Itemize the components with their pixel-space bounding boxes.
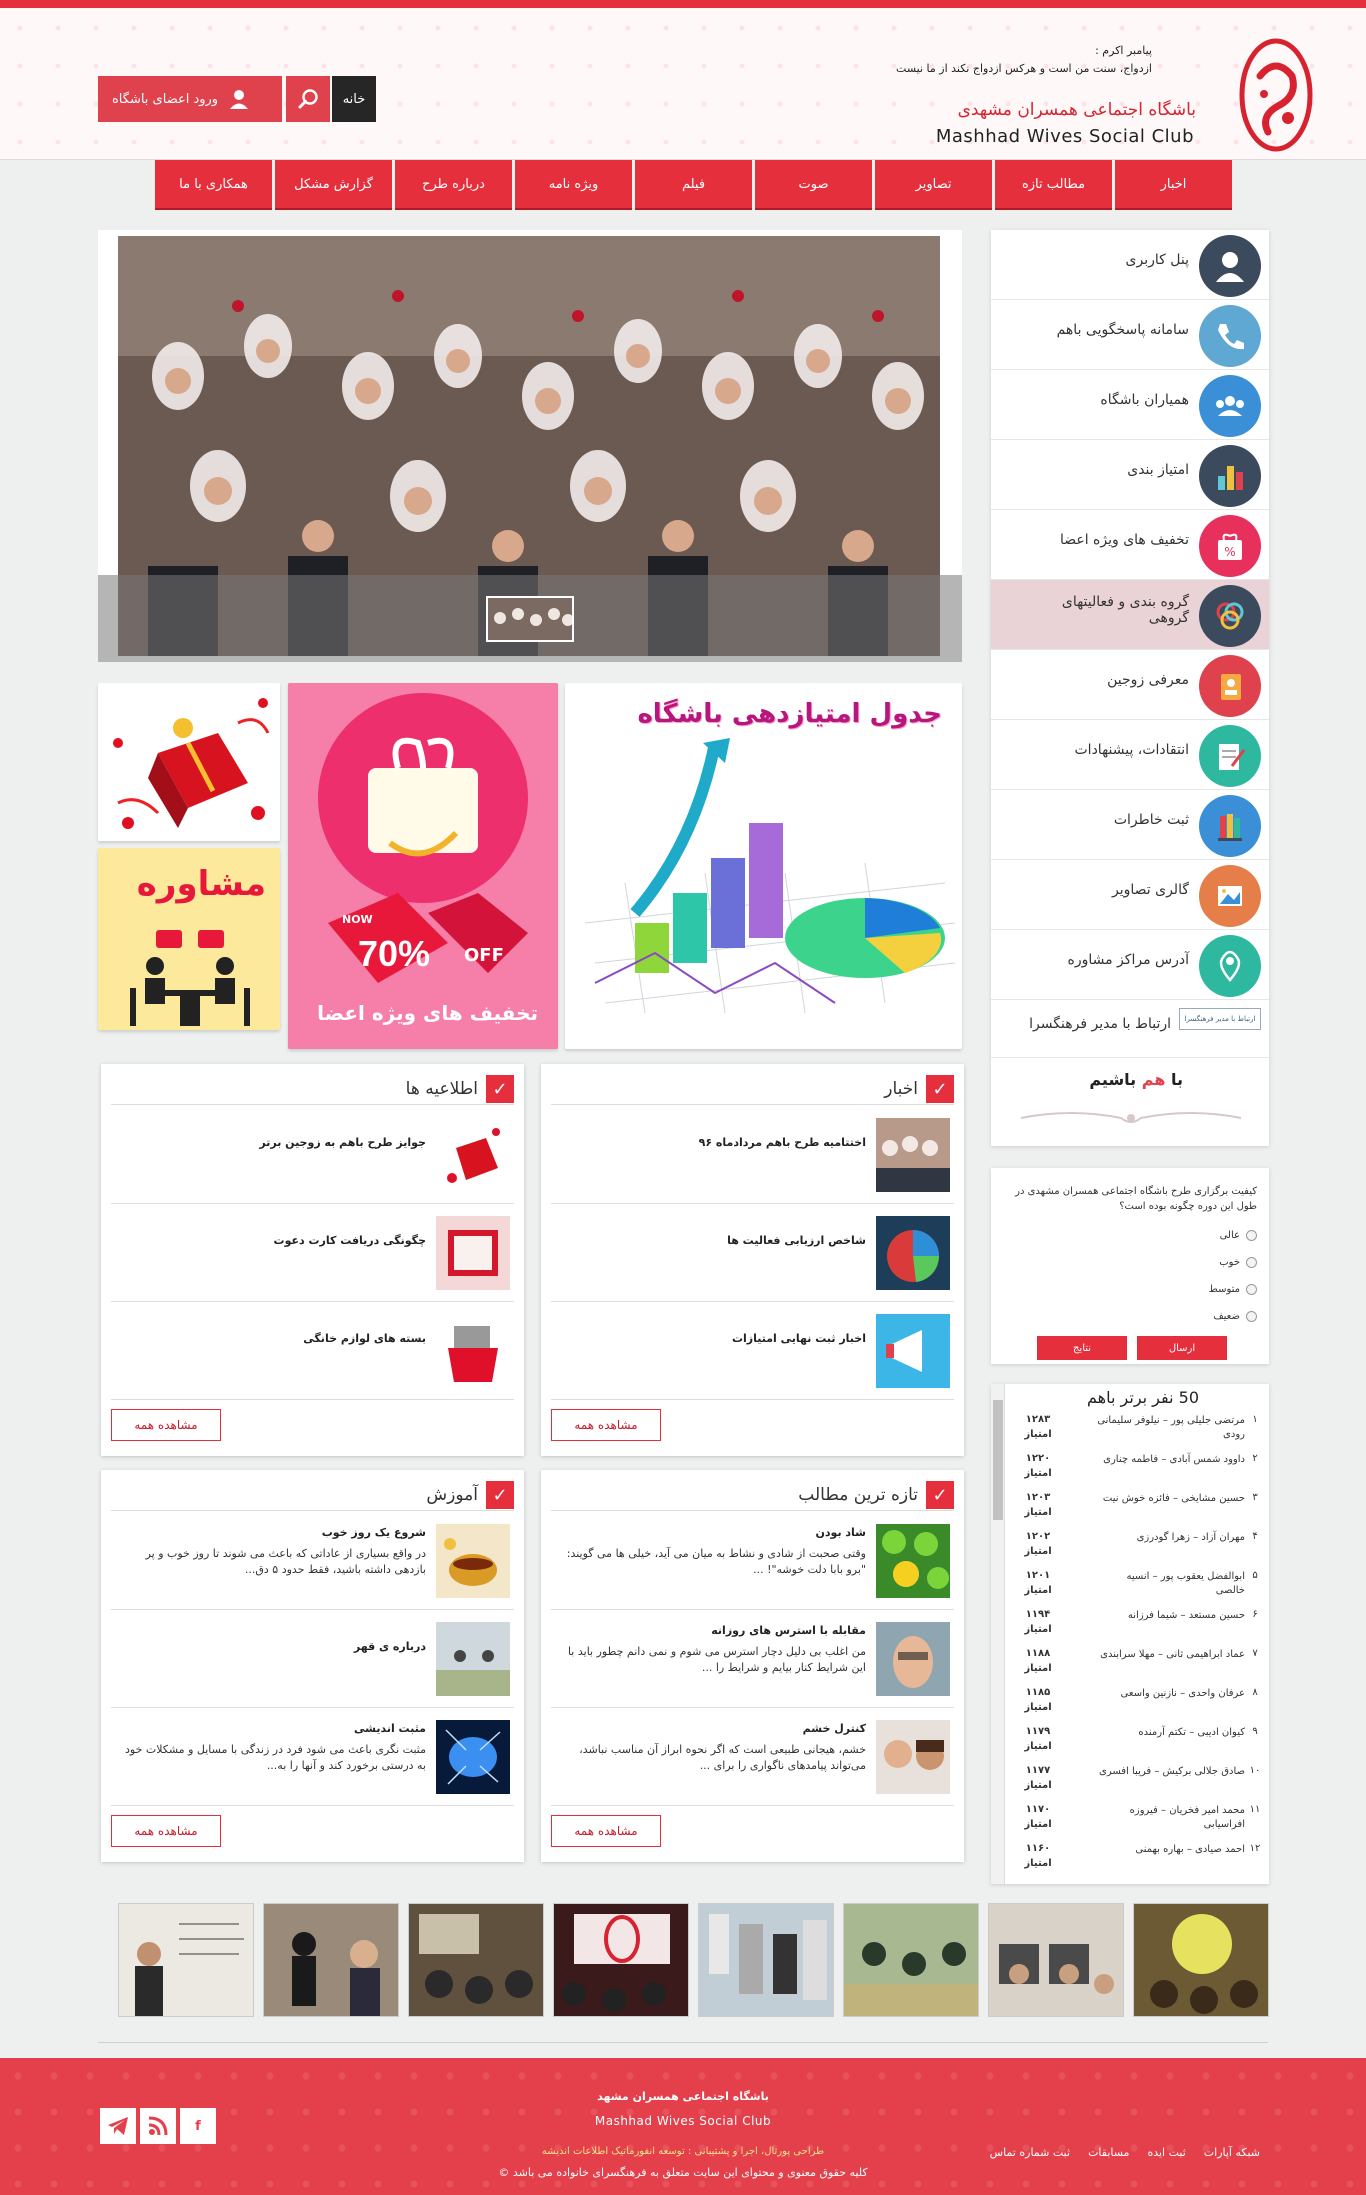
nav-video[interactable]: فیلم <box>635 160 752 210</box>
nav-audio[interactable]: صوت <box>755 160 872 210</box>
couple-name: کیوان ادیبی – تکتم آرمنده <box>1138 1727 1245 1738</box>
sidebar-item-label: گروه بندی و فعالیتهای گروهی <box>1061 594 1189 626</box>
group-rings-icon <box>1199 585 1261 647</box>
score-value: ۱۲۰۳ <box>1025 1492 1051 1503</box>
slogan-highlight: هم <box>1141 1070 1166 1089</box>
footer-link-contests[interactable]: مسابقات <box>1088 2146 1130 2159</box>
sidebar-item-support[interactable] <box>991 300 1269 370</box>
score <box>1015 1529 1061 1559</box>
table-row <box>1015 1408 1261 1446</box>
arguing-couple-thumbnail <box>876 1720 950 1794</box>
sidebar-item-scoring[interactable] <box>991 440 1269 510</box>
list-item[interactable] <box>111 1108 514 1204</box>
item-title: درباره ی قهر <box>353 1640 426 1653</box>
appliance-bag-thumbnail <box>436 1314 510 1388</box>
score-unit: امتیاز <box>1024 1819 1052 1830</box>
divider <box>551 1510 954 1511</box>
megaphone-thumbnail <box>876 1314 950 1388</box>
item-description: مثبت نگری باعث می شود فرد در زندگی با مسایل و مشکلات خود به درستی برخورد کند و آنها را به... <box>125 1743 426 1772</box>
item-title: اخبار ثبت نهایی امتیازات <box>731 1332 866 1345</box>
footer-link-phone[interactable]: ثبت شماره تماس <box>989 2146 1071 2159</box>
sidebar-item-label: گالری تصاویر <box>1111 882 1189 898</box>
rank: ۱۲ <box>1249 1843 1261 1854</box>
score <box>1015 1451 1061 1481</box>
couple-name: مهران آزاد – زهرا گودرزی <box>1136 1532 1245 1543</box>
gallery-photo-6[interactable] <box>408 1903 544 2017</box>
score-unit: امتیاز <box>1024 1429 1052 1440</box>
check-icon: ✓ <box>486 1481 514 1509</box>
education-title[interactable]: آموزش <box>426 1485 478 1505</box>
sidebar-item-label: همیاران باشگاه <box>1100 392 1189 408</box>
rank: ۸ <box>1252 1687 1258 1698</box>
poll-option-label: ضعیف <box>1213 1311 1240 1322</box>
list-item[interactable] <box>111 1710 514 1806</box>
score-unit: امتیاز <box>1024 1780 1052 1791</box>
slider-thumbnail[interactable] <box>486 596 574 642</box>
footer-link-aparat[interactable]: شبکه آپارات <box>1203 2146 1260 2159</box>
poll-option-label: عالی <box>1219 1230 1240 1241</box>
edit-note-icon <box>1199 725 1261 787</box>
radio-button[interactable] <box>1246 1311 1257 1322</box>
table-row <box>1015 1603 1261 1641</box>
login-button[interactable] <box>98 76 282 122</box>
group-icon <box>1199 375 1261 437</box>
item-title: جوایز طرح باهم به زوجین برتر <box>259 1136 426 1149</box>
radio-button[interactable] <box>1246 1230 1257 1241</box>
item-title: اختتامیه طرح باهم مردادماه ۹۶ <box>698 1136 866 1149</box>
map-pin-icon <box>1199 935 1261 997</box>
nav-special[interactable]: ویژه نامه <box>515 160 632 210</box>
gift-hearts-thumbnail <box>436 1118 510 1192</box>
invitation-card-thumbnail <box>436 1216 510 1290</box>
poll-question: کیفیت برگزاری طرح باشگاه اجتماعی همسران مشهدی در طول این دوره چگونه بوده است؟ <box>1015 1186 1257 1212</box>
rank: ۱ <box>1252 1414 1258 1425</box>
item-title: بسته های لوازم خانگی <box>303 1332 426 1345</box>
poll-submit-button[interactable]: ارسال <box>1137 1336 1227 1360</box>
score-unit: امتیاز <box>1024 1507 1052 1518</box>
score-unit: امتیاز <box>1024 1858 1052 1869</box>
sidebar-item-label: ثبت خاطرات <box>1113 812 1189 828</box>
news-title[interactable]: اخبار <box>884 1079 918 1099</box>
sidebar-item-label: امتیاز بندی <box>1127 462 1189 478</box>
table-row <box>1015 1564 1261 1602</box>
table-row <box>1015 1759 1261 1797</box>
list-item[interactable] <box>111 1304 514 1400</box>
latest-header <box>798 1480 954 1510</box>
couple-name: داوود شمس آبادی – فاطمه چناری <box>1103 1454 1245 1465</box>
poll-box <box>991 1168 1269 1364</box>
sidebar-item-groups[interactable] <box>991 580 1269 650</box>
table-row <box>1015 1837 1261 1875</box>
check-icon: ✓ <box>926 1075 954 1103</box>
score-unit: امتیاز <box>1024 1663 1052 1674</box>
sidebar-item-label: انتقادات، پیشنهادات <box>1074 742 1189 758</box>
site-footer <box>0 2058 1366 2195</box>
rank: ۴ <box>1252 1531 1258 1542</box>
banner-consult[interactable] <box>98 848 280 1030</box>
top50-title: 50 نفر برتر باهم <box>1087 1388 1199 1407</box>
poll-option[interactable] <box>1219 1257 1257 1268</box>
user-icon <box>1199 235 1261 297</box>
gallery-photo-1[interactable] <box>1133 1903 1269 2017</box>
banner-discount[interactable] <box>288 683 558 1049</box>
rank: ۷ <box>1252 1648 1258 1659</box>
books-icon <box>1199 795 1261 857</box>
rank: ۹ <box>1252 1726 1258 1737</box>
smileys-thumbnail <box>876 1524 950 1598</box>
footer-divider <box>98 2042 1268 2043</box>
radio-button[interactable] <box>1246 1257 1257 1268</box>
hero-slider[interactable] <box>98 230 962 662</box>
poll-option-label: متوسط <box>1208 1284 1240 1295</box>
rss-icon[interactable] <box>140 2108 176 2144</box>
rank: ۱۱ <box>1249 1804 1261 1815</box>
list-item[interactable] <box>551 1108 954 1204</box>
address-book-icon <box>1199 655 1261 717</box>
list-item[interactable] <box>551 1710 954 1806</box>
discount-gift-icon <box>1199 515 1261 577</box>
telegram-icon[interactable] <box>100 2108 136 2144</box>
table-row <box>1015 1486 1261 1524</box>
login-label: ورود اعضای باشگاه <box>112 91 219 107</box>
gallery-photo-8[interactable] <box>118 1903 254 2017</box>
score-value: ۱۲۰۱ <box>1025 1570 1051 1581</box>
table-row <box>1015 1681 1261 1719</box>
score <box>1015 1412 1061 1442</box>
item-title: شروع یک روز خوب <box>321 1526 426 1539</box>
poll-option[interactable] <box>1213 1311 1257 1322</box>
site-logo[interactable] <box>1238 36 1314 154</box>
score-unit: امتیاز <box>1024 1624 1052 1635</box>
footer-credit[interactable]: طراحی پورتال، اجرا و پشتیبانی : توسعه انفورماتیک اطلاعات اندیشه <box>541 2146 825 2157</box>
item-description: وقتی صحبت از شادی و نشاط به میان می آید، خیلی ها می گویند: "برو بابا دلت خوشه"! ... <box>566 1547 866 1576</box>
list-item[interactable] <box>111 1612 514 1708</box>
item-title: شاخص ارزیابی فعالیت ها <box>727 1234 866 1247</box>
announcements-title[interactable]: اطلاعیه ها <box>405 1079 478 1099</box>
score-value: ۱۱۸۸ <box>1025 1648 1051 1659</box>
news-box <box>541 1064 964 1456</box>
phone-icon <box>1199 305 1261 367</box>
sidebar-item-label: پنل کاربری <box>1125 252 1189 268</box>
sidebar-item-couples[interactable] <box>991 650 1269 720</box>
education-box <box>101 1470 524 1862</box>
consult-label: مشاوره <box>136 864 266 904</box>
latest-see-all-button[interactable]: مشاهده همه <box>551 1815 661 1847</box>
couple-name: مرتضی جلیلی پور – نیلوفر سلیمانی رودی <box>1097 1415 1245 1440</box>
top-accent-bar <box>0 0 1366 8</box>
item-title: چگونگی دریافت کارت دعوت <box>273 1234 426 1247</box>
announcements-see-all-button[interactable]: مشاهده همه <box>111 1409 221 1441</box>
facebook-icon[interactable]: f <box>180 2108 216 2144</box>
scrollbar-thumb[interactable] <box>993 1400 1003 1520</box>
main-nav <box>148 160 1232 210</box>
score-value: ۱۱۷۹ <box>1025 1726 1051 1737</box>
radio-button[interactable] <box>1246 1284 1257 1295</box>
check-icon: ✓ <box>926 1481 954 1509</box>
score-value: ۱۱۷۰ <box>1025 1804 1051 1815</box>
couple-name: محمد امیر فخریان – فیروزه افراسیابی <box>1129 1805 1245 1830</box>
score-value: ۱۲۰۲ <box>1025 1531 1051 1542</box>
nav-report-problem[interactable]: گزارش مشکل <box>275 160 392 210</box>
discount-percent: 70% <box>358 933 431 974</box>
couple-name: ابوالفضل یعقوب پور – انسیه خالصی <box>1126 1571 1245 1596</box>
sulk-couple-thumbnail <box>436 1622 510 1696</box>
item-title: مقابله با استرس های روزانه <box>711 1624 866 1637</box>
item-description: خشم، هیجانی طبیعی است که اگر نحوه ابراز آن مناسب نباشد، می‌تواند پیامدهای ناگواری را برای ... <box>579 1743 866 1772</box>
latest-box <box>541 1470 964 1862</box>
sidebar-item-gallery[interactable] <box>991 860 1269 930</box>
rank: ۲ <box>1252 1453 1258 1464</box>
stressed-man-thumbnail <box>876 1622 950 1696</box>
pie-chart-thumbnail <box>876 1216 950 1290</box>
score-value: ۱۲۸۳ <box>1025 1414 1051 1425</box>
sidebar-item-label: آدرس مراکز مشاوره <box>1067 952 1189 968</box>
table-row <box>1015 1447 1261 1485</box>
announcements-box <box>101 1064 524 1456</box>
top50-box <box>991 1384 1269 1884</box>
banner-gift[interactable] <box>98 683 280 841</box>
table-row <box>1015 1798 1261 1836</box>
check-icon: ✓ <box>486 1075 514 1103</box>
list-item[interactable] <box>111 1206 514 1302</box>
sidebar-menu <box>991 230 1269 1146</box>
rank: ۳ <box>1252 1492 1258 1503</box>
ceremony-thumbnail <box>876 1118 950 1192</box>
gallery-photo-5[interactable] <box>553 1903 689 2017</box>
sidebar-item-label: سامانه پاسخگویی باهم <box>1056 322 1189 338</box>
score-unit: امتیاز <box>1024 1546 1052 1557</box>
education-see-all-button[interactable]: مشاهده همه <box>111 1815 221 1847</box>
score <box>1015 1802 1061 1832</box>
score-unit: امتیاز <box>1024 1702 1052 1713</box>
news-see-all-button[interactable]: مشاهده همه <box>551 1409 661 1441</box>
gallery-photo-7[interactable] <box>263 1903 399 2017</box>
sidebar-item-feedback[interactable] <box>991 720 1269 790</box>
sidebar-item-manager-contact[interactable] <box>991 1000 1269 1058</box>
score-unit: امتیاز <box>1024 1585 1052 1596</box>
user-icon <box>228 88 250 110</box>
item-description: در واقع بسیاری از عاداتی که باعث می شوند تا روز خوب و پر بازدهی داشته باشید، فقط حدود ۵ دق... <box>145 1547 426 1576</box>
search-icon <box>297 88 319 110</box>
list-item[interactable] <box>551 1304 954 1400</box>
list-item[interactable] <box>551 1514 954 1610</box>
table-row <box>1015 1525 1261 1563</box>
score-value: ۱۱۸۵ <box>1025 1687 1051 1698</box>
bar-chart-icon <box>1199 445 1261 507</box>
news-header <box>884 1074 954 1104</box>
score-unit: امتیاز <box>1024 1468 1052 1479</box>
score-value: ۱۱۶۰ <box>1025 1843 1051 1854</box>
site-header <box>0 8 1366 160</box>
manager-contact-badge: ارتباط با مدیر فرهنگسرا <box>1179 1008 1261 1030</box>
item-title: کنترل خشم <box>802 1722 866 1735</box>
divider <box>551 1104 954 1105</box>
footer-link-idea[interactable]: ثبت ایده <box>1147 2146 1186 2159</box>
score-value: ۱۲۲۰ <box>1025 1453 1051 1464</box>
rank: ۵ <box>1252 1570 1258 1581</box>
score <box>1015 1763 1061 1793</box>
latest-title[interactable]: تازه ترین مطالب <box>798 1485 918 1505</box>
score-unit: امتیاز <box>1024 1741 1052 1752</box>
couple-name: حسین مستعد – شیما فرزانه <box>1127 1610 1245 1621</box>
score <box>1015 1724 1061 1754</box>
quote-heading: پیامبر اکرم : <box>1095 44 1152 57</box>
nav-news[interactable]: اخبار <box>1115 160 1232 210</box>
couple-name: عرفان واحدی – نازنین واسعی <box>1120 1688 1245 1699</box>
table-row <box>1015 1642 1261 1680</box>
home-button[interactable]: خانه <box>332 76 376 122</box>
site-title: باشگاه اجتماعی همسران مشهدی <box>957 100 1196 120</box>
banner-score-table[interactable] <box>565 683 962 1049</box>
search-button[interactable] <box>286 76 330 122</box>
sidebar-item-label: تخفیف های ویژه اعضا <box>1059 532 1189 548</box>
sidebar-item-label: معرفی زوجین <box>1107 672 1189 688</box>
score <box>1015 1685 1061 1715</box>
discount-off: OFF <box>464 945 504 966</box>
gallery-photo-4[interactable] <box>698 1903 834 2017</box>
score <box>1015 1490 1061 1520</box>
score <box>1015 1607 1061 1637</box>
education-header <box>426 1480 514 1510</box>
item-title: شاد بودن <box>815 1526 866 1539</box>
top50-scrollbar[interactable] <box>991 1384 1005 1884</box>
divider <box>111 1510 514 1511</box>
score <box>1015 1568 1061 1598</box>
discount-caption: تخفیف های ویژه اعضا <box>317 1001 538 1025</box>
couple-name: صادق جلالی برکیش – فریبا افسری <box>1099 1766 1245 1777</box>
divider <box>111 1104 514 1105</box>
quote-text: ازدواج، سنت من است و هرکس ازدواج نکند از ما نیست <box>896 62 1152 75</box>
list-item[interactable] <box>551 1612 954 1708</box>
slogan-suffix: باشیم <box>1089 1070 1137 1089</box>
nav-latest[interactable]: مطالب تازه <box>995 160 1112 210</box>
poll-option-label: خوب <box>1219 1257 1240 1268</box>
score-value: ۱۱۷۷ <box>1025 1765 1051 1776</box>
nav-about[interactable]: درباره طرح <box>395 160 512 210</box>
rank: ۶ <box>1252 1609 1258 1620</box>
ornament-divider <box>1011 1106 1251 1130</box>
list-item[interactable] <box>551 1206 954 1302</box>
score <box>1015 1646 1061 1676</box>
item-title: مثبت اندیشی <box>354 1722 426 1735</box>
sidebar-item-discounts[interactable] <box>991 510 1269 580</box>
gallery-photo-3[interactable] <box>843 1903 979 2017</box>
nav-images[interactable]: تصاویر <box>875 160 992 210</box>
slogan-prefix: با <box>1170 1070 1183 1089</box>
list-item[interactable] <box>111 1514 514 1610</box>
banner-score-title: جدول امتیازدهی باشگاه <box>637 699 942 729</box>
poll-option[interactable] <box>1220 1230 1257 1241</box>
site-title-en: Mashhad Wives Social Club <box>935 126 1194 147</box>
sidebar-item-label: ارتباط با مدیر فرهنگسرا <box>1029 1016 1171 1032</box>
item-description: من اغلب بی دلیل دچار استرس می شوم و نمی دانم چطور باید با این شرایط کنار بیایم و شرایط را ... <box>567 1645 866 1674</box>
table-row <box>1015 1720 1261 1758</box>
couple-name: حسین مشایخی – فائزه خوش نیت <box>1102 1493 1245 1504</box>
score <box>1015 1841 1061 1871</box>
sidebar-item-memories[interactable] <box>991 790 1269 860</box>
nav-cooperate[interactable]: همکاری با ما <box>155 160 272 210</box>
discount-now: NOW <box>342 913 373 926</box>
announcements-header <box>406 1074 514 1104</box>
poll-option[interactable] <box>1209 1284 1257 1295</box>
tea-cup-thumbnail <box>436 1524 510 1598</box>
couple-name: احمد صیادی – بهاره بهمنی <box>1135 1844 1245 1855</box>
svg-text:%: % <box>1224 545 1236 559</box>
couple-name: عماد ابراهیمی ثانی – مهلا سرابندی <box>1100 1649 1245 1660</box>
footer-title-en: Mashhad Wives Social Club <box>594 2114 772 2128</box>
score-value: ۱۱۹۴ <box>1025 1609 1051 1620</box>
poll-results-button[interactable]: نتایج <box>1037 1336 1127 1360</box>
sidebar-item-user-panel[interactable] <box>991 230 1269 300</box>
brain-thumbnail <box>436 1720 510 1794</box>
footer-copyright: کلیه حقوق معنوی و محتوای این سایت متعلق به فرهنگسرای خانواده می باشد © <box>498 2166 868 2179</box>
gallery-photo-2[interactable] <box>988 1903 1124 2017</box>
picture-icon <box>1199 865 1261 927</box>
footer-title: باشگاه اجتماعی همسران مشهد <box>597 2090 769 2103</box>
sidebar-item-counseling-centers[interactable] <box>991 930 1269 1000</box>
sidebar-item-helpers[interactable] <box>991 370 1269 440</box>
rank: ۱۰ <box>1249 1765 1261 1776</box>
sidebar-slogan <box>1089 1070 1183 1089</box>
